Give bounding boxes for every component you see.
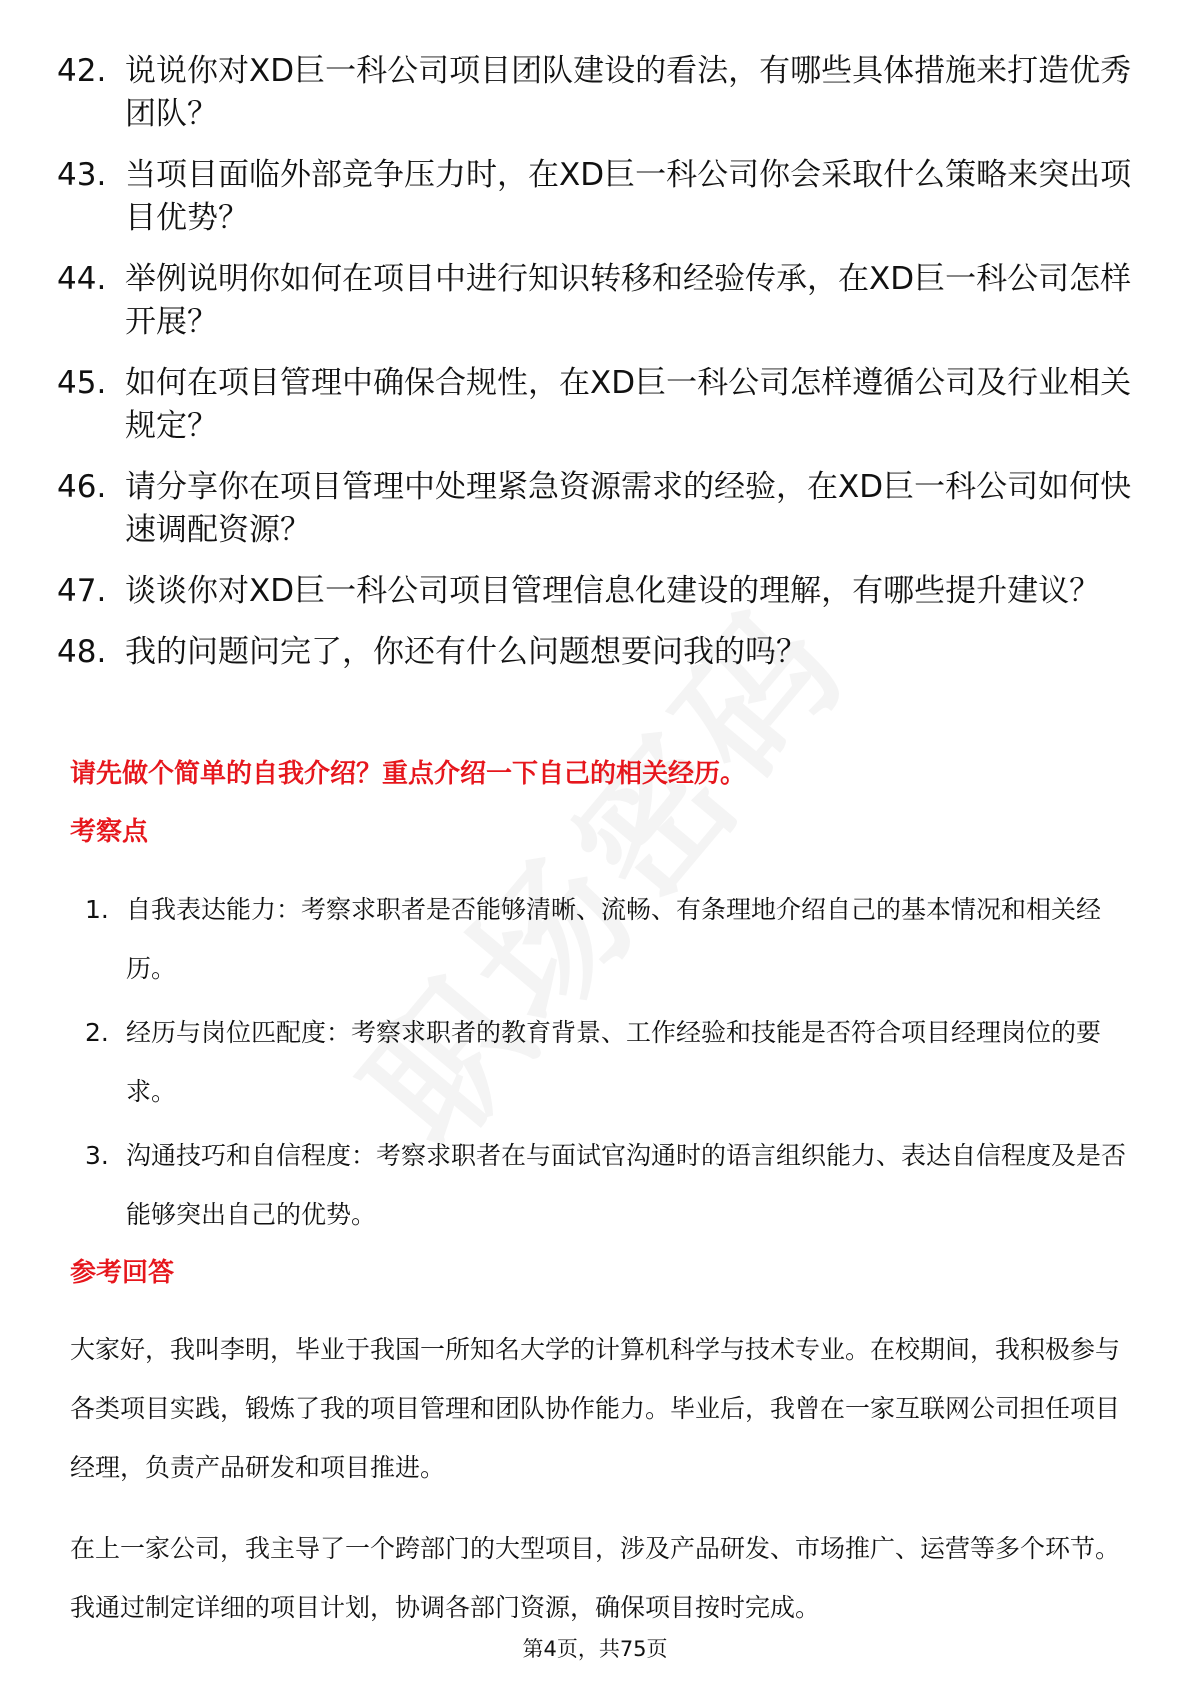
question-text: 举例说明你如何在项目中进行知识转移和经验传承，在XD巨一科公司怎样开展？ — [125, 261, 1132, 340]
question-list — [57, 50, 1137, 692]
question-text: 当项目面临外部竞争压力时，在XD巨一科公司你会采取什么策略来突出项目优势？ — [125, 157, 1132, 236]
question-number: 45. — [57, 365, 107, 401]
points-list — [85, 880, 1130, 1249]
point-number: 1. — [85, 895, 109, 924]
list-item — [57, 362, 1137, 448]
question-text: 我的问题问完了，你还有什么问题想要问我的吗？ — [125, 634, 807, 670]
question-text: 请分享你在项目管理中处理紧急资源需求的经验，在XD巨一科公司如何快速调配资源？ — [125, 469, 1132, 548]
point-text: 自我表达能力：考察求职者是否能够清晰、流畅、有条理地介绍自己的基本情况和相关经历。 — [126, 895, 1102, 983]
list-item — [57, 154, 1137, 240]
list-item — [85, 1003, 1130, 1121]
list-item — [85, 1126, 1130, 1244]
list-item — [57, 50, 1137, 136]
question-text: 谈谈你对XD巨一科公司项目管理信息化建设的理解，有哪些提升建议？ — [125, 573, 1101, 609]
highlight-question: 请先做个简单的自我介绍？重点介绍一下自己的相关经历。 — [70, 759, 747, 789]
answer-paragraph: 在上一家公司，我主导了一个跨部门的大型项目，涉及产品研发、市场推广、运营等多个环节。我通过制定详细的项目计划，协调各部门资源，确保项目按时完成。 — [70, 1534, 1121, 1622]
point-text: 经历与岗位匹配度：考察求职者的教育背景、工作经验和技能是否符合项目经理岗位的要求。 — [126, 1018, 1102, 1106]
section-heading-points: 考察点 — [70, 817, 149, 847]
point-text: 沟通技巧和自信程度：考察求职者在与面试官沟通时的语言组织能力、表达自信程度及是否能够突出自己的优势。 — [126, 1141, 1127, 1229]
list-item — [57, 570, 1137, 613]
question-number: 46. — [57, 469, 107, 505]
list-item — [57, 466, 1137, 552]
question-number: 48. — [57, 634, 107, 670]
list-item — [85, 880, 1130, 998]
question-number: 42. — [57, 53, 107, 89]
page-footer: 第4页，共75页 — [522, 1637, 668, 1661]
question-text: 说说你对XD巨一科公司项目团队建设的看法，有哪些具体措施来打造优秀团队？ — [125, 53, 1132, 132]
question-number: 44. — [57, 261, 107, 297]
list-item — [57, 258, 1137, 344]
list-item — [57, 631, 1137, 674]
question-text: 如何在项目管理中确保合规性，在XD巨一科公司怎样遵循公司及行业相关规定？ — [125, 365, 1132, 444]
question-number: 47. — [57, 573, 107, 609]
question-number: 43. — [57, 157, 107, 193]
point-number: 2. — [85, 1018, 109, 1047]
point-number: 3. — [85, 1141, 109, 1170]
section-heading-answer: 参考回答 — [70, 1258, 175, 1288]
answer-paragraph: 大家好，我叫李明，毕业于我国一所知名大学的计算机科学与技术专业。在校期间，我积极参与各类项目实践，锻炼了我的项目管理和团队协作能力。毕业后，我曾在一家互联网公司担任项目经理，负责产品研发和项目推进。 — [70, 1335, 1121, 1482]
